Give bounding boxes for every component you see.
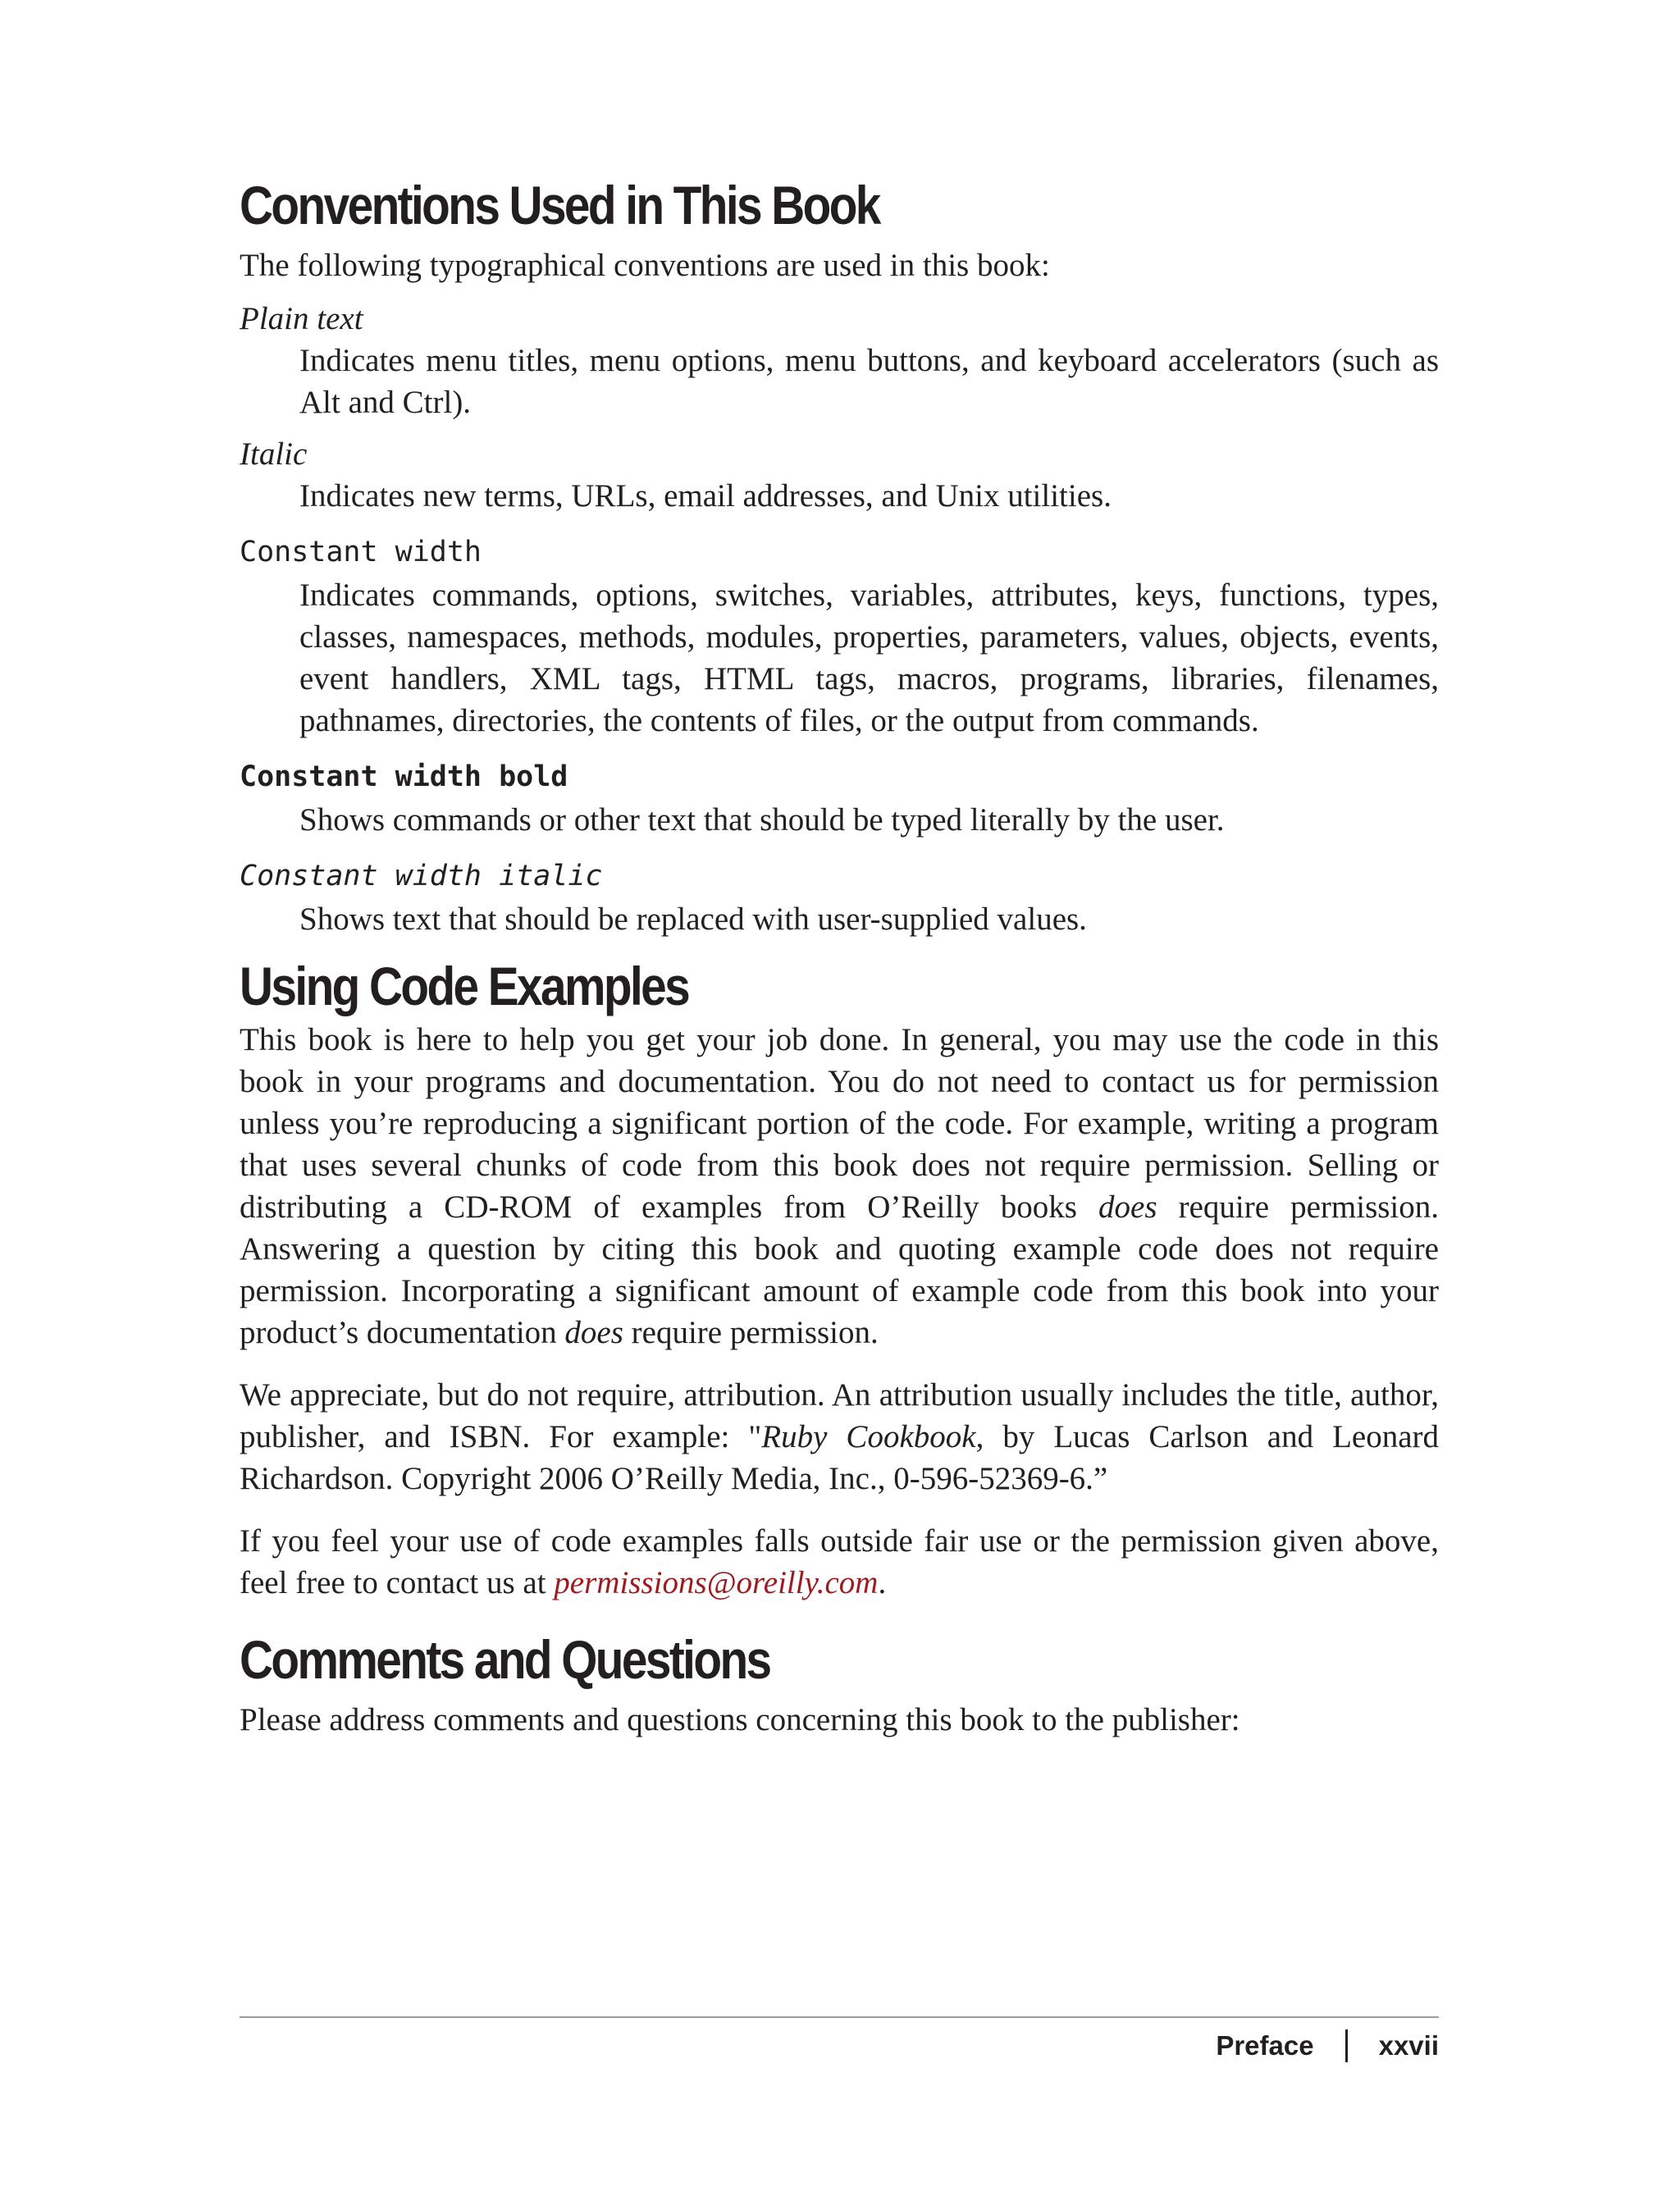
book-title: Ruby Cookbook [761,1419,976,1454]
term-plain-text: Plain text [240,301,363,336]
term-constant-width-italic: Constant width italic [240,860,603,892]
code-examples-paragraph-1 [240,1019,1439,1354]
definition-constant-width-italic: Shows text that should be replaced with user-supplied values. [299,902,1087,937]
text-run: . [878,1565,887,1600]
text-run: If you feel your use of code examples falls outside fair use or the permission given above, feel free to contact us at [240,1523,1439,1600]
emphasis-does: does [564,1315,623,1350]
page-number: xxvii [1378,2030,1439,2061]
footer-separator [1345,2029,1348,2062]
comments-intro: Please address comments and questions concerning this book to the publisher: [240,1702,1240,1737]
footer-divider [240,2016,1439,2018]
text-run: We appreciate, but do not require, attribution. An attribution usually includes the title, author, publisher, and ISBN. For example: " [240,1377,1439,1454]
code-examples-paragraph-2 [240,1374,1439,1500]
definition-constant-width-bold: Shows commands or other text that should be typed literally by the user. [299,802,1225,838]
term-constant-width: Constant width [240,536,482,568]
conventions-intro: The following typographical conventions are used in this book: [240,248,1050,283]
convention-list [240,298,1439,940]
definition-italic: Indicates new terms, URLs, email addresses, and Unix utilities. [299,478,1112,514]
term-italic: Italic [240,436,308,472]
text-run: require permission. Answering a question by citing this book and quoting example code does not require permission. Incorporating a significant amount of example code from this book into your product’s documentation [240,1189,1440,1350]
heading-conventions: Conventions Used in This Book [240,175,879,235]
text-run: This book is here to help you get your job done. In general, you may use the code in this book in your programs and documentation. You do not need to contact us for permission unless you’re reproducing a significant portion of the code. For example, writing a program that uses several chunks of code from this book does not require permission. Selling or distributing a CD-ROM of examples from O’Reilly books [240,1022,1439,1225]
heading-code-examples: Using Code Examples [240,956,689,1016]
text-run: , by Lucas Carlson and Leonard Richardson. Copyright 2006 O’Reilly Media, Inc., 0-596-52369-6.” [240,1419,1439,1496]
page-body [240,172,1439,1752]
code-examples-paragraph-3 [240,1520,1439,1604]
term-constant-width-bold: Constant width bold [240,760,568,793]
emphasis-does: does [1098,1189,1157,1225]
heading-comments: Comments and Questions [240,1629,770,1690]
definition-constant-width: Indicates commands, options, switches, variables, attributes, keys, functions, types, classes, namespaces, methods, modules, properties, parameters, values, objects, events, event handlers, XML tags, HTML tags, macros, programs, libraries, filenames, pathnames, directories, the contents of files, or the output from commands. [299,578,1439,738]
permissions-email-link[interactable]: permissions@oreilly.com [554,1565,879,1600]
text-run: require permission. [623,1315,879,1350]
definition-plain-text: Indicates menu titles, menu options, menu buttons, and keyboard accelerators (such as Alt and Ctrl). [299,343,1439,420]
footer-section-name: Preface [1216,2030,1314,2061]
page-footer [1216,2026,1439,2066]
